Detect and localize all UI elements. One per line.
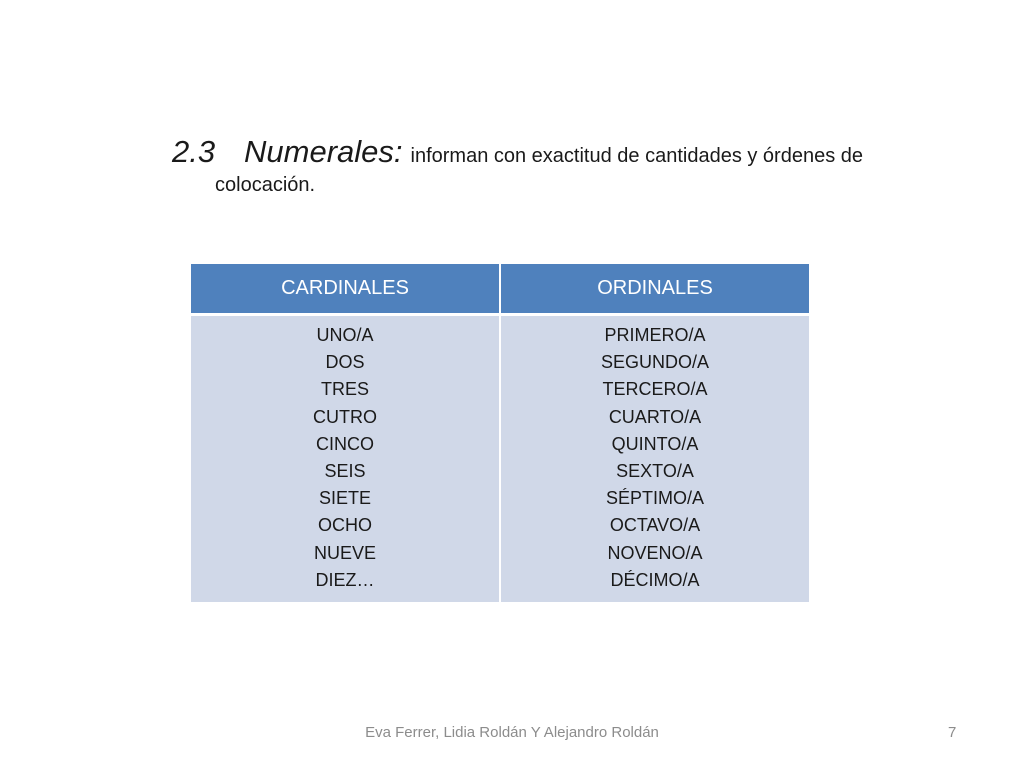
cardinales-cell [190,315,500,604]
list-item: TRES [320,379,369,400]
footer-authors: Eva Ferrer, Lidia Roldán Y Alejandro Roldán [365,724,659,741]
list-item: OCTAVO/A [609,515,701,536]
heading-line [172,134,932,170]
list-item: DÉCIMO/A [610,569,700,590]
page-number: 7 [948,724,957,741]
list-item: CUARTO/A [608,406,702,427]
list-item: DIEZ… [315,569,375,590]
section-heading [172,134,932,197]
header-ordinales: ORDINALES [500,263,810,315]
header-cardinales: CARDINALES [190,263,500,315]
list-item: SÉPTIMO/A [605,488,704,509]
section-number: 2.3 [172,134,216,169]
list-item: SIETE [318,488,371,509]
list-item: CINCO [316,433,374,454]
list-item: SEXTO/A [616,461,694,482]
section-description-continued: colocación. [215,174,316,196]
list-item: TERCERO/A [602,379,708,400]
list-item: NOVENO/A [607,542,703,563]
list-item: PRIMERO/A [604,325,706,345]
list-item: QUINTO/A [611,433,699,454]
table-row [190,315,810,604]
list-item: SEGUNDO/A [600,352,710,373]
section-description: informan con exactitud de cantidades y órdenes de [410,145,864,167]
list-item: CUTRO [313,406,377,427]
ordinales-cell [500,315,810,604]
list-item: DOS [325,352,365,373]
list-item: UNO/A [316,325,374,345]
list-item: OCHO [318,515,372,536]
section-term: Numerales: [244,134,403,169]
list-item: SEIS [324,461,366,482]
list-item: NUEVE [313,542,376,563]
table-header-row [190,263,810,315]
numerals-table [189,262,811,604]
